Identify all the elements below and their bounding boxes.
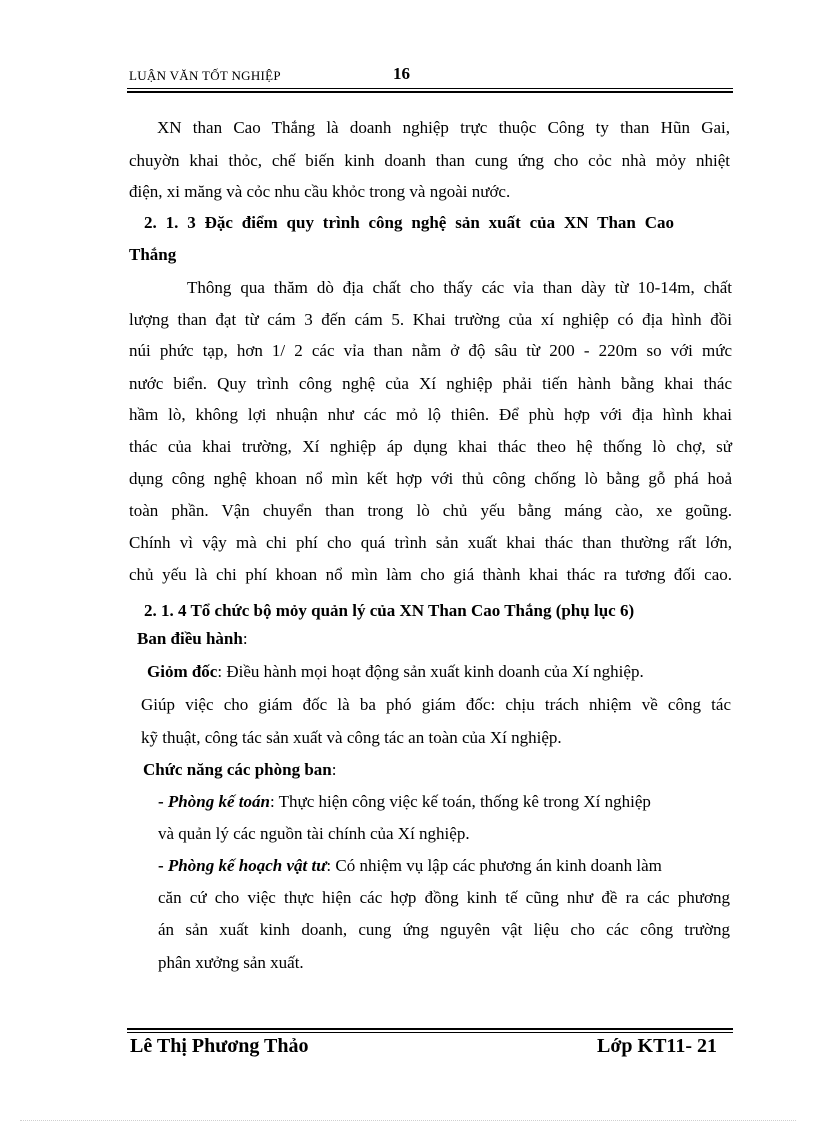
- director-line: [147, 661, 644, 683]
- section-heading-2-1-4: 2. 1. 4 Tổ chức bộ mỏy quản lý của XN Than Cao Thắng (phụ lục 6): [144, 601, 635, 620]
- section-heading-2-1-3: 2. 1. 3 Đặc điểm quy trình công nghệ sản xuất của XN Than Cao: [144, 213, 674, 232]
- thesis-title: LUẬN VĂN TỐT NGHIỆP: [129, 68, 281, 83]
- paragraph-line: thác của khai trường, Xí nghiệp áp dụng khai thác theo hệ thống lò chợ, sử: [129, 437, 732, 456]
- director-label: Giỏm đốc: [147, 662, 218, 681]
- accounting-dept-text: : Thực hiện công việc kế toán, thống kê trong Xí nghiệp: [269, 792, 651, 811]
- colon: :: [242, 629, 248, 648]
- management-board-heading: [137, 628, 248, 650]
- paragraph-line: XN than Cao Thắng là doanh nghiệp trực thuộc Công ty than Hũn Gai,: [157, 118, 730, 137]
- paragraph-line: phân xưởng sản xuất.: [158, 953, 304, 972]
- paragraph-line: Giúp việc cho giám đốc là ba phó giám đốc: chịu trách nhiệm về công tác: [141, 695, 731, 714]
- colon: :: [331, 760, 337, 779]
- section-heading-2-1-3-cont: Thắng: [129, 245, 177, 264]
- author-name: Lê Thị Phương Thảo: [130, 1035, 309, 1057]
- page-number: 16: [393, 64, 410, 83]
- paragraph-line: căn cứ cho việc thực hiện các hợp đồng kinh tế cũng như đề ra các phương: [158, 888, 730, 907]
- header-rule-thick: [127, 91, 733, 93]
- departments-label: Chức năng các phòng ban: [143, 760, 332, 779]
- planning-dept-label: Phòng kế hoạch vật tư: [167, 856, 327, 875]
- paragraph-line: chuyờn khai thỏc, chế biến kinh doanh than cung ứng cho cỏc nhà mỏy nhiệt: [129, 151, 730, 170]
- planning-dept-text: : Có nhiệm vụ lập các phương án kinh doanh làm: [326, 856, 662, 875]
- paragraph-line: kỹ thuật, công tác sản xuất và công tác an toàn của Xí nghiệp.: [141, 728, 562, 747]
- paragraph-line: hầm lò, không lợi nhuận như các mỏ lộ thiên. Để phù hợp với địa hình khai: [129, 405, 732, 424]
- accounting-dept-label: Phòng kế toán: [167, 792, 270, 811]
- paragraph-line: dụng công nghệ khoan nổ mìn kết hợp với thủ công chống lò bằng gỗ phá hoả: [129, 469, 732, 488]
- planning-dept-line: [158, 855, 662, 877]
- footer-rule-thin: [127, 1032, 733, 1033]
- paragraph-line: núi phức tạp, hơn 1/ 2 các vỉa than nằm ở độ sâu từ 200 - 220m so với mức: [129, 341, 732, 360]
- departments-heading: [143, 759, 337, 781]
- paragraph-line: nước biển. Quy trình công nghệ của Xí nghiệp phải tiến hành bằng khai thác: [129, 374, 732, 393]
- paragraph-line: và quản lý các nguồn tài chính của Xí nghiệp.: [158, 824, 470, 843]
- page-header: [127, 64, 733, 88]
- director-text: : Điều hành mọi hoạt động sản xuất kinh doanh của Xí nghiệp.: [217, 662, 644, 681]
- paragraph-line: Thông qua thăm dò địa chất cho thấy các vỉa than dày từ 10-14m, chất: [187, 278, 732, 297]
- accounting-dept-line: [158, 791, 651, 813]
- list-dash: -: [158, 792, 168, 811]
- page-edge: [20, 1120, 796, 1121]
- footer-rule-thick: [127, 1028, 733, 1030]
- header-rule-thin: [127, 88, 733, 89]
- list-dash: -: [158, 856, 168, 875]
- paragraph-line: toàn phần. Vận chuyển than trong lò chủ yếu bằng máng cào, xe goũng.: [129, 501, 732, 520]
- paragraph-line: chủ yếu là chi phí khoan nổ mìn làm cho giá thành khai thác ra tương đối cao.: [129, 565, 732, 584]
- paragraph-line: Chính vì vậy mà chi phí cho quá trình sản xuất khai thác than thường rất lớn,: [129, 533, 732, 552]
- management-board-label: Ban điều hành: [137, 629, 243, 648]
- paragraph-line: án sản xuất kinh doanh, cung ứng nguyên vật liệu cho các công trường: [158, 920, 730, 939]
- class-label: Lớp KT11- 21: [597, 1035, 717, 1057]
- paragraph-line: lượng than đạt từ cám 3 đến cám 5. Khai trường của xí nghiệp có địa hình đồi: [129, 310, 732, 329]
- paragraph-line: điện, xi măng và cỏc nhu cầu khỏc trong và ngoài nước.: [129, 182, 511, 201]
